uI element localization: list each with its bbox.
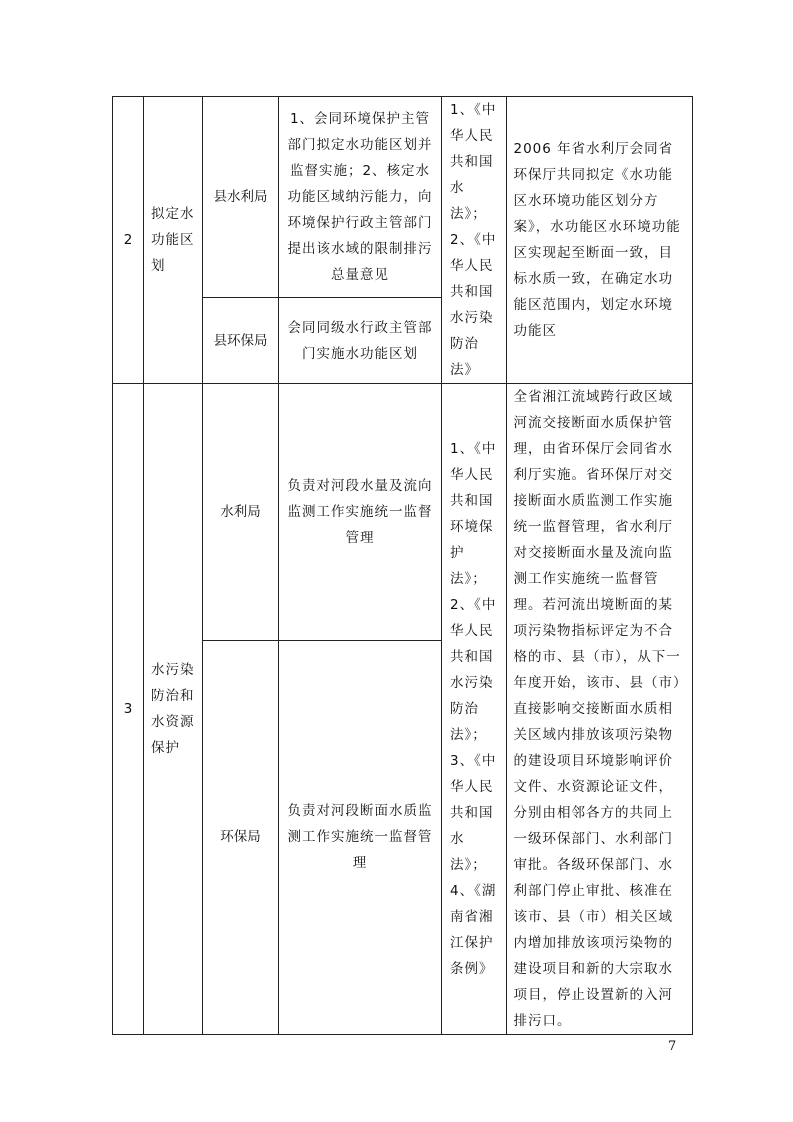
note-text: 全省湘江流域跨行政区域河流交接断面水质保护管理，由省环保厅会同省水利厅实施。省环保厅对交接断面水质监测工作实施统一监督管理，省水利厅对交接断面水量及流向监测工作实施统一监督管理。若河流出境断面的某项污染物指标评定为不合格的市、县（市），从下一年度开始，该市、县（市）直接影响交接断面水质相关区域内排放该项污染物的建设项目环境影响评价文件、水资源论证文件，分别由相邻各方的共同上一级环保部门、水利部门审批。各级环保部门、水利部门停止审批、核准在该市、县（市）相关区域内增加排放该项污染物的建设项目和新的大宗取水项目，停止设置新的入河排污口。 <box>513 389 681 1029</box>
row-number: 2 <box>123 232 133 248</box>
dept-cell <box>203 97 279 298</box>
row-number: 3 <box>123 701 133 717</box>
dept-cell <box>203 384 279 641</box>
row-number-cell <box>113 384 144 1035</box>
note-cell <box>507 97 693 384</box>
duty-text: 负责对河段断面水质监测工作实施统一监督管理 <box>287 803 433 872</box>
basis-text: 1、《中华人民共和国水法》；2、《中华人民共和国水污染防治法》 <box>450 102 497 378</box>
dept-name: 环保局 <box>220 829 261 846</box>
note-text: 2006 年省水利厅会同省环保厅共同拟定《水功能区水环境功能区划分方案》，水功能区水环境功能区实现起至断面一致，目标水质一致，在确定水功能区范围内，划定水环境功能区 <box>513 141 681 339</box>
duty-text: 负责对河段水量及流向监测工作实施统一监督管理 <box>287 477 433 546</box>
duty-cell <box>279 384 442 641</box>
dept-name: 县水利局 <box>213 189 268 206</box>
duty-cell <box>279 97 442 298</box>
duty-text: 会同同级水行政主管部门实施水功能区划 <box>287 319 433 362</box>
basis-cell <box>442 97 507 384</box>
note-cell <box>507 384 693 1035</box>
basis-text: 1、《中华人民共和国环境保护法》；2、《中华人民共和国水污染防治法》；3、《中华人民共和国水法》；4、《湖南省湘江保护条例》 <box>450 441 497 977</box>
basis-cell <box>442 384 507 1035</box>
item-cell <box>144 97 203 384</box>
dept-name: 水利局 <box>220 503 261 520</box>
table-row <box>113 97 693 298</box>
duty-cell <box>279 640 442 1034</box>
table-row <box>113 384 693 641</box>
dept-cell <box>203 640 279 1034</box>
dept-name: 县环保局 <box>213 332 268 349</box>
duty-text: 1、会同环境保护主管部门拟定水功能区划并监督实施；2、核定水功能区域纳污能力，向环境保护行政主管部门提出该水域的限制排污总量意见 <box>287 111 433 284</box>
item-name: 拟定水功能区划 <box>151 206 195 274</box>
dept-cell <box>203 298 279 384</box>
responsibility-table <box>112 96 693 1035</box>
page-number: 7 <box>668 1039 677 1054</box>
item-cell <box>144 384 203 1035</box>
duty-cell <box>279 298 442 384</box>
row-number-cell <box>113 97 144 384</box>
item-name: 水污染防治和水资源保护 <box>151 662 195 756</box>
